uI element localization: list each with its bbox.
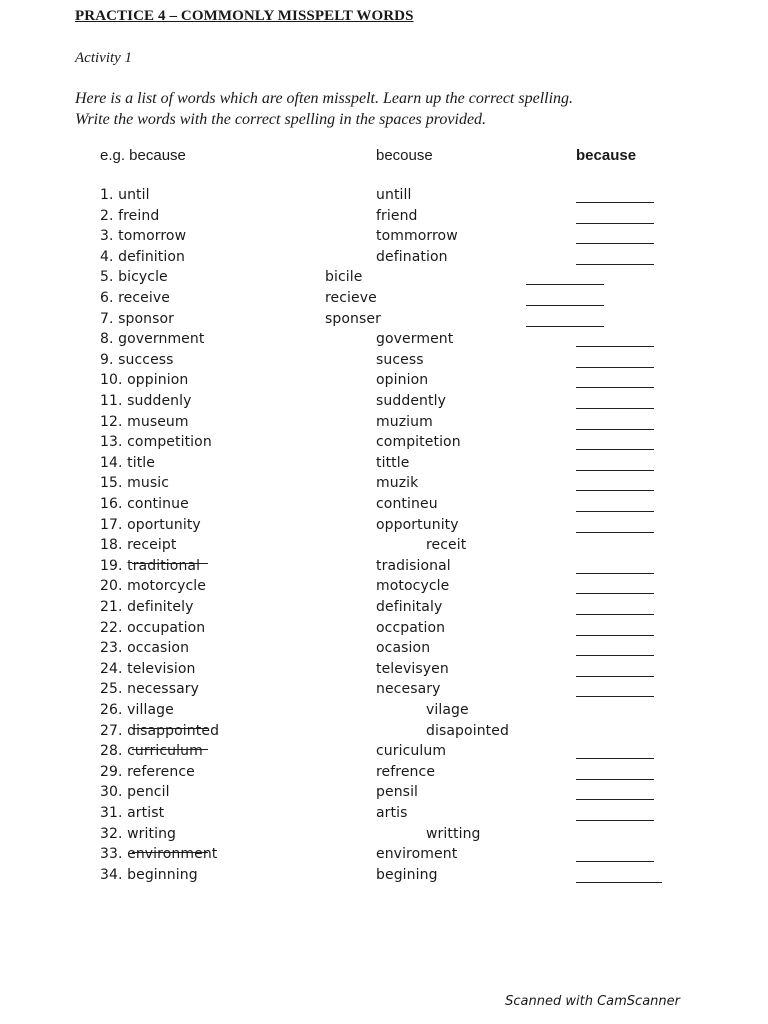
word-item-13: 13. competition: [100, 434, 212, 451]
misspelt-word-13: compitetion: [376, 434, 461, 451]
answer-blank-2[interactable]: [576, 223, 654, 224]
word-item-2: 2. freind: [100, 207, 160, 224]
word-item-30: 30. pencil: [100, 784, 170, 801]
worksheet-title: PRACTICE 4 – COMMONLY MISSPELT WORDS: [75, 8, 414, 24]
word-item-5: 5. bicycle: [100, 269, 168, 286]
misspelt-word-3: tommorrow: [376, 228, 458, 245]
answer-blank-15[interactable]: [576, 490, 654, 491]
answer-blank-10[interactable]: [576, 387, 654, 388]
word-item-26: 26. village: [100, 702, 174, 718]
word-item-32: 32. writing: [100, 825, 177, 842]
word-item-16: 16. continue: [100, 496, 189, 512]
word-item-3: 3. tomorrow: [100, 228, 187, 245]
word-item-9: 9. success: [100, 351, 174, 368]
misspelt-word-15: muzik: [376, 475, 419, 492]
word-item-25: 25. necessary: [100, 681, 200, 698]
example-answer: because: [576, 147, 637, 164]
misspelt-word-27: disapointed: [426, 722, 509, 739]
answer-blank-8[interactable]: [576, 346, 654, 347]
word-item-24: 24. television: [100, 660, 196, 677]
answer-blank-22[interactable]: [576, 635, 654, 636]
answer-blank-17[interactable]: [576, 532, 654, 533]
word-item-10: 10. oppinion: [100, 372, 189, 389]
activity-label: Activity 1: [75, 50, 133, 66]
answer-blank-4[interactable]: [576, 264, 654, 265]
misspelt-word-6: recieve: [325, 290, 377, 306]
misspelt-word-20: motocycle: [376, 578, 450, 595]
answer-blank-1[interactable]: [576, 202, 654, 203]
answer-blank-24[interactable]: [576, 676, 654, 677]
misspelt-word-31: artis: [376, 805, 408, 821]
word-item-14: 14. title: [100, 454, 155, 471]
word-item-7: 7. sponsor: [100, 310, 175, 327]
word-item-11: 11. suddenly: [100, 393, 192, 409]
answer-blank-14[interactable]: [576, 470, 654, 471]
answer-blank-19[interactable]: [576, 573, 654, 574]
misspelt-word-23: ocasion: [376, 640, 431, 657]
misspelt-word-18: receit: [426, 537, 467, 554]
word-item-6: 6. receive: [100, 290, 170, 306]
misspelt-word-12: muzium: [376, 413, 433, 430]
answer-blank-28[interactable]: [576, 758, 654, 759]
misspelt-word-7: sponser: [325, 310, 381, 327]
answer-blank-34[interactable]: [576, 882, 662, 883]
misspelt-word-11: suddently: [376, 393, 446, 409]
answer-blank-16[interactable]: [576, 511, 654, 512]
word-item-22: 22. occupation: [100, 619, 206, 636]
word-item-31: 31. artist: [100, 805, 165, 821]
answer-blank-11[interactable]: [576, 408, 654, 409]
misspelt-word-25: necesary: [376, 681, 441, 698]
misspelt-word-8: goverment: [376, 331, 454, 348]
word-item-29: 29. reference: [100, 763, 195, 780]
scanner-watermark: Scanned with CamScanner: [505, 994, 680, 1009]
answer-blank-30[interactable]: [576, 799, 654, 800]
answer-blank-21[interactable]: [576, 614, 654, 615]
misspelt-word-24: televisyen: [376, 660, 449, 677]
misspelt-word-5: bicile: [325, 269, 363, 286]
answer-blank-20[interactable]: [576, 593, 654, 594]
misspelt-word-22: occpation: [376, 619, 446, 636]
misspelt-word-28: curiculum: [376, 743, 447, 760]
instruction-line-2: Write the words with the correct spelling in the spaces provided.: [75, 111, 487, 128]
instruction-line-1: Here is a list of words which are often misspelt. Learn up the correct spelling.: [75, 90, 574, 107]
misspelt-word-16: contineu: [376, 496, 438, 512]
answer-blank-23[interactable]: [576, 655, 654, 656]
answer-blank-5[interactable]: [526, 284, 604, 285]
word-item-18: 18. receipt: [100, 537, 177, 554]
misspelt-word-14: tittle: [376, 454, 410, 471]
misspelt-word-1: untill: [376, 187, 412, 203]
misspelt-word-26: vilage: [426, 702, 469, 718]
misspelt-word-2: friend: [376, 207, 418, 224]
misspelt-word-30: pensil: [376, 784, 419, 801]
example-misspelt: becouse: [376, 147, 433, 164]
answer-blank-9[interactable]: [576, 367, 654, 368]
word-item-8: 8. government: [100, 331, 205, 348]
answer-blank-3[interactable]: [576, 243, 654, 244]
misspelt-word-17: opportunity: [376, 516, 459, 533]
word-item-33: 33. environment: [100, 846, 218, 863]
misspelt-word-32: writting: [426, 825, 481, 842]
answer-blank-29[interactable]: [576, 779, 654, 780]
misspelt-word-19: tradisional: [376, 557, 451, 574]
answer-blank-25[interactable]: [576, 696, 654, 697]
answer-blank-7[interactable]: [526, 326, 604, 327]
answer-blank-33[interactable]: [576, 861, 654, 862]
word-item-28: 28. curriculum: [100, 743, 203, 760]
misspelt-word-34: begining: [376, 866, 438, 883]
answer-blank-6[interactable]: [526, 305, 604, 306]
word-item-17: 17. oportunity: [100, 516, 201, 533]
word-item-4: 4. definition: [100, 248, 186, 265]
word-item-23: 23. occasion: [100, 640, 190, 657]
word-item-19: 19. traditional: [100, 557, 201, 574]
misspelt-word-4: defination: [376, 248, 448, 265]
misspelt-word-10: opinion: [376, 372, 429, 389]
word-item-15: 15. music: [100, 475, 170, 492]
misspelt-word-33: enviroment: [376, 846, 458, 863]
word-item-1: 1. until: [100, 187, 150, 203]
misspelt-word-29: refrence: [376, 763, 436, 780]
answer-blank-31[interactable]: [576, 820, 654, 821]
answer-blank-13[interactable]: [576, 449, 654, 450]
word-item-20: 20. motorcycle: [100, 578, 207, 595]
word-item-21: 21. definitely: [100, 599, 194, 615]
example-label: e.g. because: [100, 147, 186, 164]
word-item-27: 27. disappointed: [100, 722, 220, 739]
misspelt-word-21: definitaly: [376, 599, 443, 615]
answer-blank-12[interactable]: [576, 429, 654, 430]
word-item-34: 34. beginning: [100, 866, 198, 883]
word-item-12: 12. museum: [100, 413, 189, 430]
misspelt-word-9: sucess: [376, 351, 424, 368]
